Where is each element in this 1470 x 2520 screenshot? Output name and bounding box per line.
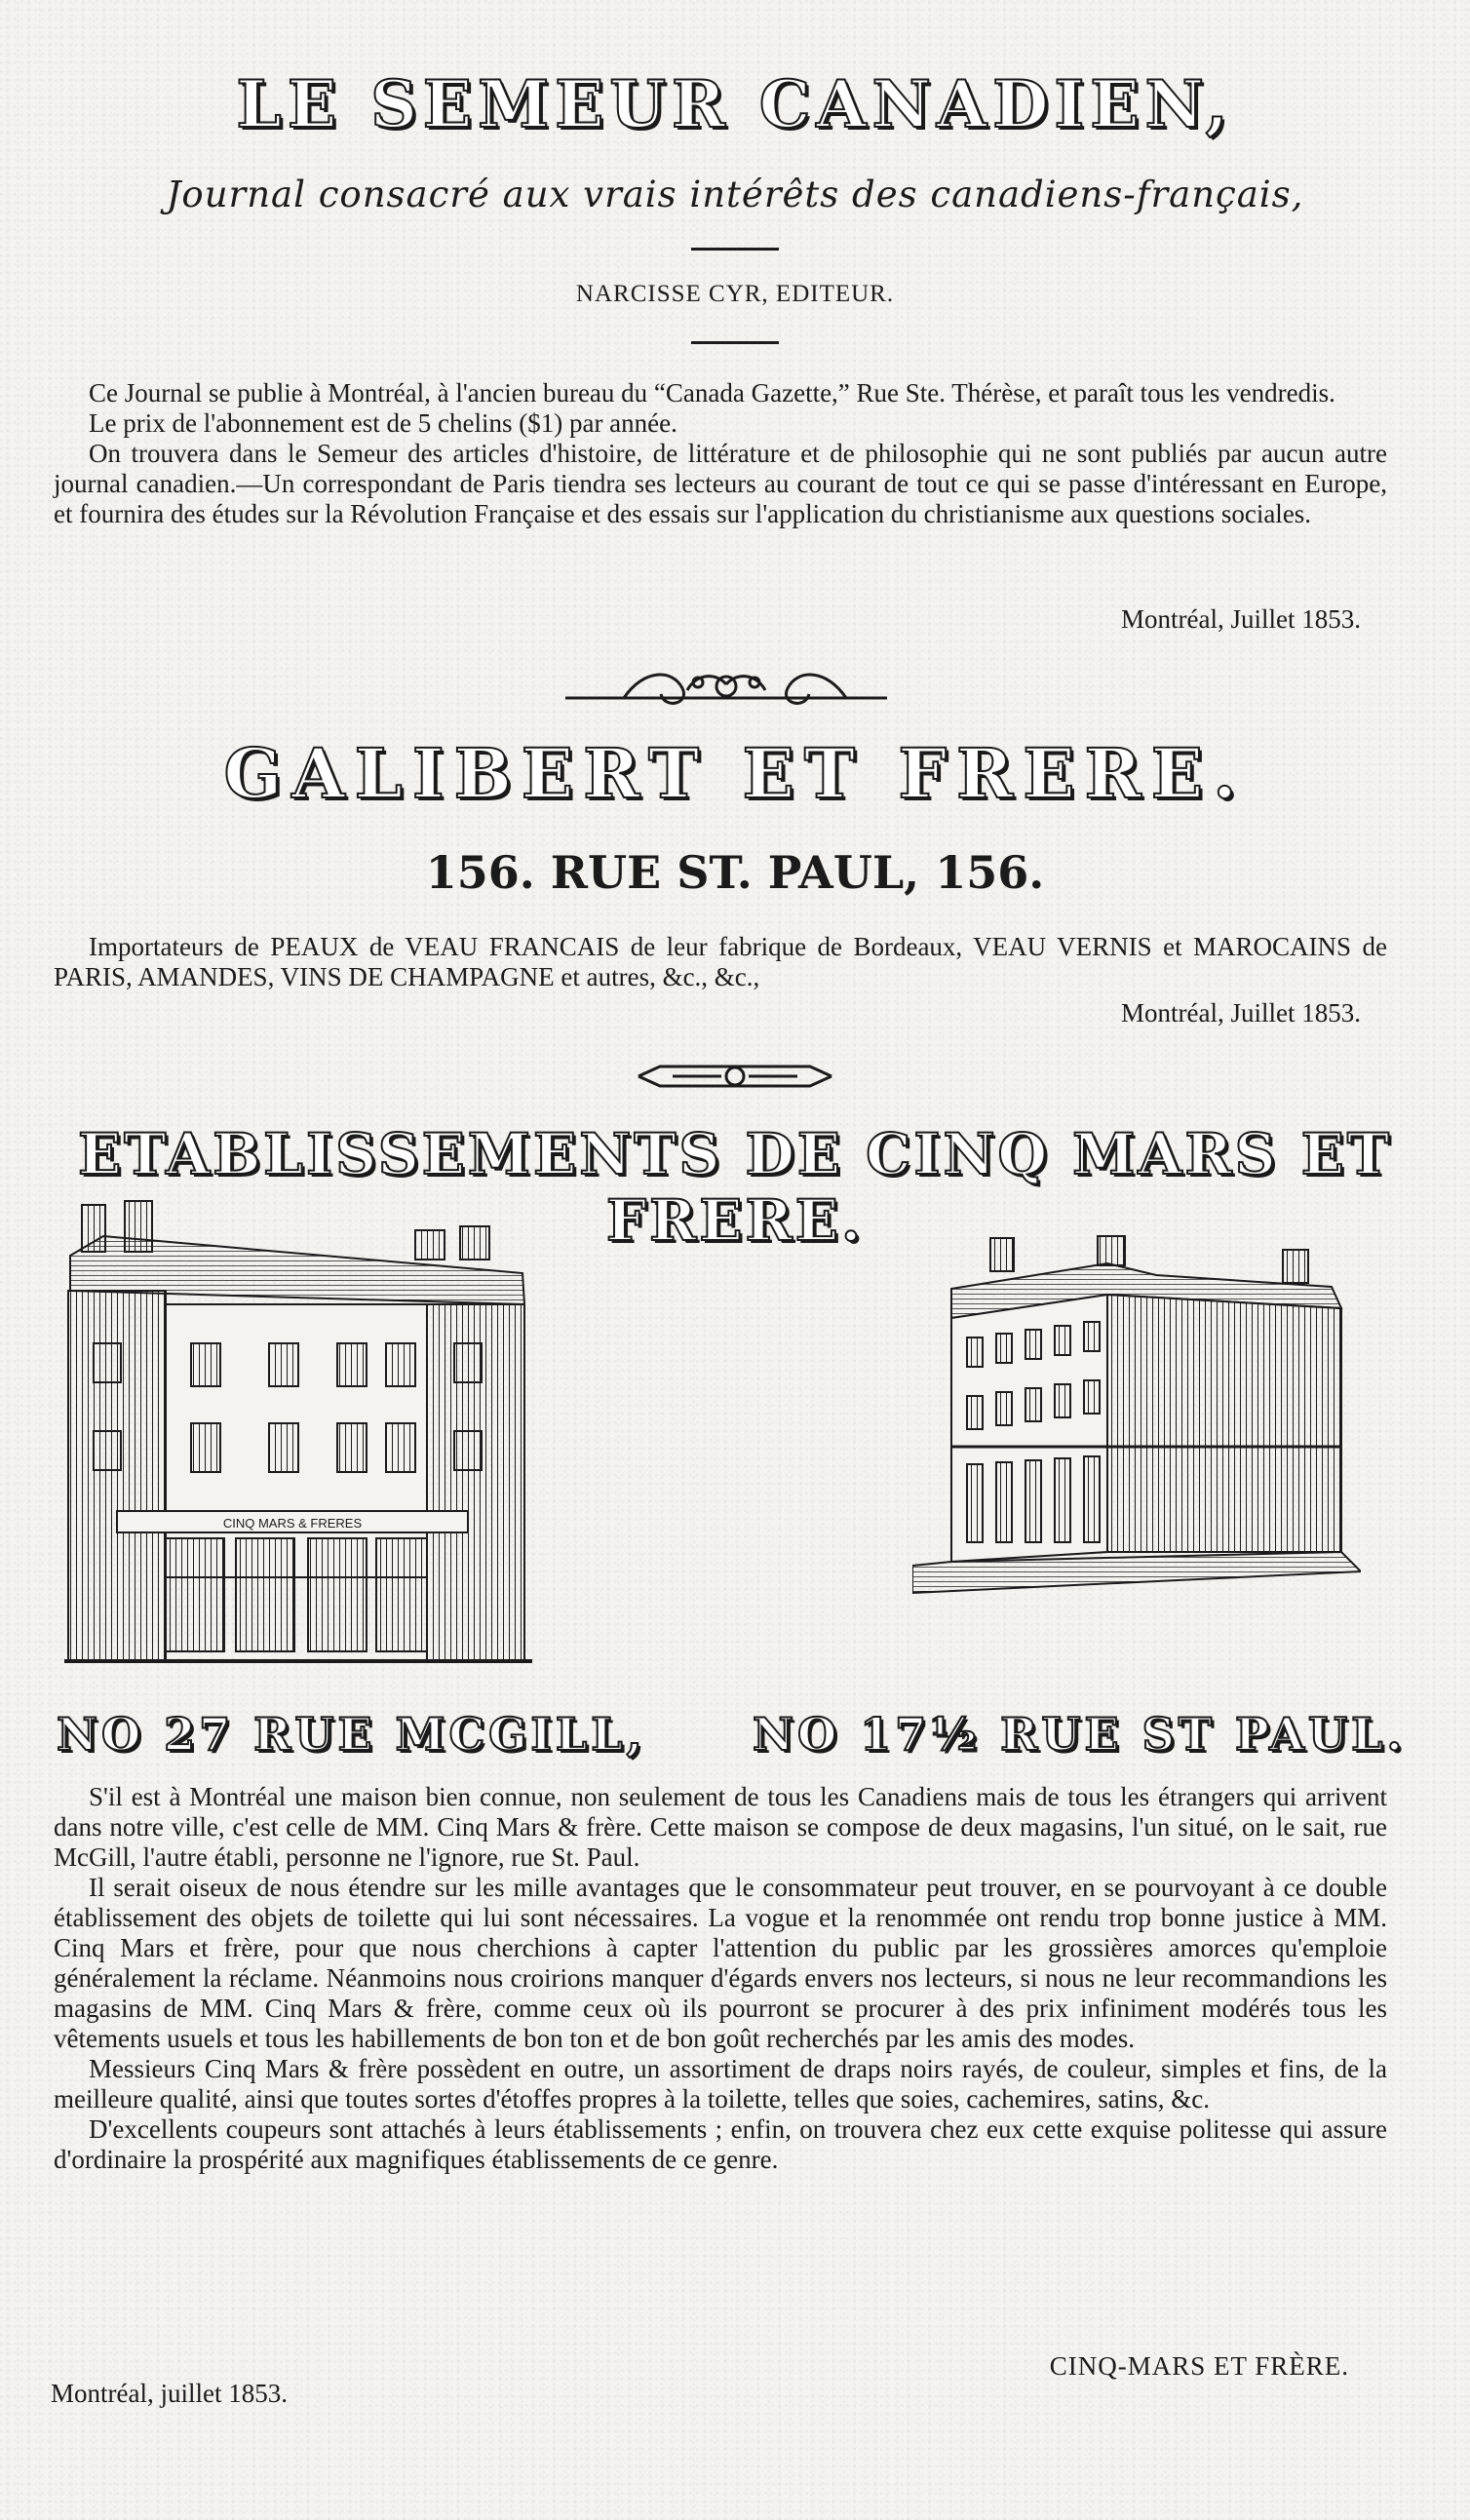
semeur-subtitle: Journal consacré aux vrais intérêts des canadiens-français, [166, 174, 1304, 215]
cinqmars-paragraph: Messieurs Cinq Mars & frère possèdent en outre, un assortiment de draps noirs rayés, de couleur, simples et fins, de la meilleure qualité, ainsi que toutes sortes d'étoffes propres à la toilette, telles que soies, cachemires, satins, &c. [54, 2054, 1387, 2113]
mcgill-store-engraving [64, 1197, 532, 1665]
store-sign: CINQ MARS & FRERES [222, 1516, 363, 1531]
semeur-body [54, 378, 1387, 529]
semeur-title: LE SEMEUR CANADIEN, [236, 66, 1234, 142]
galibert-paragraph: Importateurs de PEAUX de VEAU FRANCAIS de leur fabrique de Bordeaux, VEAU VERNIS et MAROCAINS de PARIS, AMANDES, VINS DE CHAMPAGNE et autres, &c., &c., [54, 932, 1387, 991]
cinqmars-body [54, 1782, 1387, 2175]
address-st-paul: NO 17½ RUE ST PAUL. [753, 1708, 1407, 1761]
galibert-date: Montréal, Juillet 1853. [1121, 998, 1361, 1027]
cinqmars-signature: CINQ-MARS ET FRÈRE. [1049, 2351, 1349, 2381]
ornament [0, 661, 1470, 724]
divider [0, 248, 1470, 251]
cinqmars-paragraph: S'il est à Montréal une maison bien connue, non seulement de tous les Canadiens mais de tous les étrangers qui arrivent dans notre ville, c'est celle de MM. Cinq Mars & frère. Cette maison se compose de deux magasins, l'un situé, on le sait, rue McGill, l'autre établi, personne ne l'ignore, rue St. Paul. [54, 1782, 1387, 1872]
semeur-paragraph: Le prix de l'abonnement est de 5 chelins ($1) par année. [89, 408, 677, 438]
cinqmars-title: ETABLISSEMENTS DE CINQ MARS ET FRERE. [77, 1121, 1393, 1254]
cinqmars-paragraph: D'excellents coupeurs sont attachés à leurs établissements ; enfin, on trouvera chez eux cette exquise politesse qui assure d'ordinaire la prospérité aux magnifiques établissements de ce genre. [54, 2114, 1387, 2174]
address-mcgill: NO 27 RUE MCGILL, [57, 1708, 646, 1761]
cinqmars-paragraph: Il serait oiseux de nous étendre sur les mille avantages que le consommateur peut trouver, en se pourvoyant à ce double établissement des objets de toilette qui lui sont nécessaires. La vogue et la renommée ont rendu trop bonne justice à MM. Cinq Mars et frère, pour que nous cherchions à capter l'attention du public par les grossières amorces qu'emploie généralement la réclame. Néanmoins nous croirions manquer d'égards envers nos lecteurs, si nous ne leur recommandions les magasins de MM. Cinq Mars & frère, comme ceux où ils pourront se procurer à des prix infiniment modérés tous les vêtements usuels et tous les habillements de bon ton et de bon goût recherchés par les amis des modes. [54, 1873, 1387, 2053]
galibert-title: GALIBERT ET FRERE. [223, 733, 1247, 814]
galibert-body [54, 932, 1387, 992]
ornament [0, 1055, 1470, 1103]
galibert-address: 156. RUE ST. PAUL, 156. [425, 846, 1045, 899]
semeur-editor: NARCISSE CYR, EDITEUR. [575, 281, 895, 307]
cinqmars-date: Montréal, juillet 1853. [51, 2379, 288, 2408]
semeur-paragraph: Ce Journal se publie à Montréal, à l'ancien bureau du “Canada Gazette,” Rue Ste. Thérèse, et paraît tous les vendredis. [89, 378, 1335, 407]
semeur-date: Montréal, Juillet 1853. [1121, 604, 1361, 634]
st-paul-store-engraving [912, 1230, 1361, 1610]
semeur-paragraph: On trouvera dans le Semeur des articles d'histoire, de littérature et de philosophie qui ne sont publiés par aucun autre journal canadien.—Un correspondant de Paris tiendra ses lecteurs au courant de tout ce qui se passe d'intéressant en Europe, et fournira des études sur la Révolution Française et des essais sur l'application du christianisme aux questions sociales. [54, 439, 1387, 528]
divider [0, 341, 1470, 344]
